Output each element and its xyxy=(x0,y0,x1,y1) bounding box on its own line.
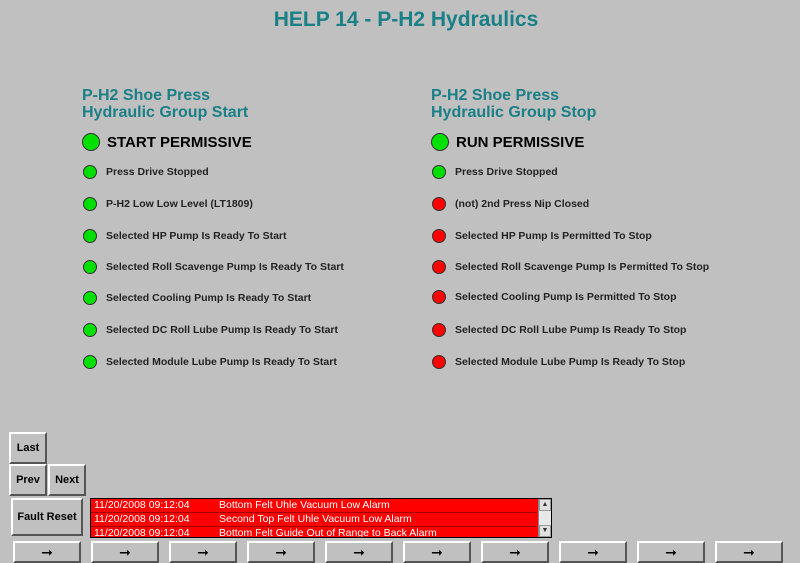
start-item xyxy=(83,355,337,369)
stop-item xyxy=(432,323,686,337)
stop-item xyxy=(432,229,652,243)
stop-item xyxy=(432,197,589,211)
status-indicator-icon xyxy=(83,229,97,243)
status-indicator-icon xyxy=(83,291,97,305)
alarm-list[interactable] xyxy=(90,498,552,538)
start-item-label: Selected DC Roll Lube Pump Is Ready To Start xyxy=(106,324,339,336)
start-item-label: Press Drive Stopped xyxy=(106,166,209,178)
stop-item xyxy=(432,290,677,304)
run-permissive xyxy=(431,133,584,151)
start-item-label: Selected HP Pump Is Ready To Start xyxy=(106,230,287,242)
function-key-5[interactable]: ➞ xyxy=(325,541,393,563)
start-item xyxy=(83,323,338,337)
last-button[interactable]: Last xyxy=(9,432,47,464)
run-permissive-label: RUN PERMISSIVE xyxy=(456,133,585,151)
stop-item xyxy=(432,260,709,274)
status-indicator-icon xyxy=(432,197,446,211)
start-item xyxy=(83,165,209,179)
status-indicator-icon xyxy=(432,355,446,369)
stop-item-label: Selected DC Roll Lube Pump Is Ready To Stop xyxy=(455,324,687,336)
status-indicator-icon xyxy=(83,260,97,274)
function-key-2[interactable]: ➞ xyxy=(91,541,159,563)
stop-item-label: Selected Roll Scavenge Pump Is Permitted To Stop xyxy=(455,261,710,273)
start-item xyxy=(83,197,253,211)
alarm-row[interactable] xyxy=(91,513,537,527)
alarm-text: Second Top Felt Uhle Vacuum Low Alarm xyxy=(219,513,412,525)
start-item-label: P-H2 Low Low Level (LT1809) xyxy=(106,198,253,210)
start-group-title-line2: Hydraulic Group Start xyxy=(82,104,249,121)
prev-button[interactable]: Prev xyxy=(9,464,47,496)
start-item xyxy=(83,260,344,274)
next-button[interactable]: Next xyxy=(48,464,86,496)
status-indicator-icon xyxy=(83,197,97,211)
run-permissive-indicator-icon xyxy=(431,133,449,151)
status-indicator-icon xyxy=(432,260,446,274)
start-permissive-indicator-icon xyxy=(82,133,100,151)
alarm-text: Bottom Felt Uhle Vacuum Low Alarm xyxy=(219,499,390,511)
alarm-time: 11/20/2008 09:12:04 xyxy=(94,513,190,525)
status-indicator-icon xyxy=(83,355,97,369)
stop-item-label: Selected HP Pump Is Permitted To Stop xyxy=(455,230,652,242)
stop-group-title-line2: Hydraulic Group Stop xyxy=(431,104,597,121)
alarm-scrollbar[interactable] xyxy=(538,499,551,537)
start-item-label: Selected Module Lube Pump Is Ready To Start xyxy=(106,356,337,368)
stop-group-title-line1: P-H2 Shoe Press xyxy=(431,87,560,104)
stop-item-label: Press Drive Stopped xyxy=(455,166,558,178)
scroll-down-icon[interactable]: ▼ xyxy=(539,525,551,537)
scroll-up-icon[interactable]: ▲ xyxy=(539,499,551,511)
status-indicator-icon xyxy=(83,323,97,337)
function-key-1[interactable]: ➞ xyxy=(13,541,81,563)
stop-group-title xyxy=(431,87,596,121)
function-key-8[interactable]: ➞ xyxy=(559,541,627,563)
status-indicator-icon xyxy=(432,323,446,337)
status-indicator-icon xyxy=(432,290,446,304)
stop-item xyxy=(432,165,558,179)
function-key-10[interactable]: ➞ xyxy=(715,541,783,563)
start-item xyxy=(83,291,311,305)
start-permissive-label: START PERMISSIVE xyxy=(107,133,252,151)
stop-item-label: Selected Cooling Pump Is Permitted To Stop xyxy=(455,291,677,303)
start-item xyxy=(83,229,287,243)
function-key-6[interactable]: ➞ xyxy=(403,541,471,563)
stop-item-label: (not) 2nd Press Nip Closed xyxy=(455,198,590,210)
stop-item-label: Selected Module Lube Pump Is Ready To Stop xyxy=(455,356,686,368)
alarm-time: 11/20/2008 09:12:04 xyxy=(94,499,190,511)
function-key-3[interactable]: ➞ xyxy=(169,541,237,563)
alarm-row[interactable] xyxy=(91,527,537,538)
start-group-title xyxy=(82,87,248,121)
stop-item xyxy=(432,355,685,369)
fault-reset-button[interactable]: Fault Reset xyxy=(11,498,83,536)
alarm-text: Bottom Felt Guide Out of Range to Back Alarm xyxy=(219,527,437,538)
alarm-time: 11/20/2008 09:12:04 xyxy=(94,527,190,538)
status-indicator-icon xyxy=(83,165,97,179)
alarm-row[interactable] xyxy=(91,499,537,513)
status-indicator-icon xyxy=(432,165,446,179)
function-key-4[interactable]: ➞ xyxy=(247,541,315,563)
start-item-label: Selected Cooling Pump Is Ready To Start xyxy=(106,292,312,304)
start-permissive xyxy=(82,133,252,151)
function-key-7[interactable]: ➞ xyxy=(481,541,549,563)
start-group-title-line1: P-H2 Shoe Press xyxy=(82,87,211,104)
status-indicator-icon xyxy=(432,229,446,243)
start-item-label: Selected Roll Scavenge Pump Is Ready To Start xyxy=(106,261,344,273)
page-title: HELP 14 - P-H2 Hydraulics xyxy=(273,8,539,31)
function-key-9[interactable]: ➞ xyxy=(637,541,705,563)
